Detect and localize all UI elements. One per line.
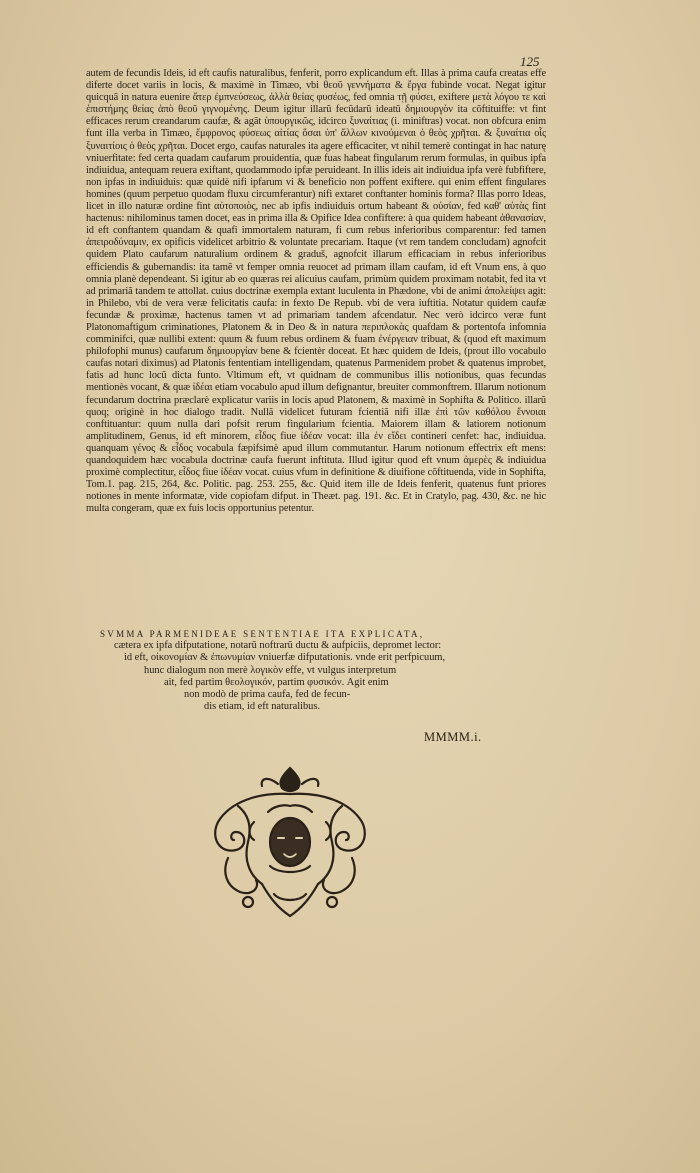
summary-line: cætera ex ipfa difputatione, notarũ noftrarũ ductu & aufpiciis, depromet lector: <box>114 640 442 652</box>
summary-line: non modò de prima caufa, fed de fecun- <box>184 689 351 701</box>
printer-ornament-icon <box>208 762 373 922</box>
signature-mark: MMMM.i. <box>424 730 482 744</box>
summary-line: id eft, οἰκονομίαν & ἐπωνυμίαν vniuerfæ difputationis. vnde erit perfpicuum, <box>124 652 446 664</box>
page-number: 125 <box>520 54 540 69</box>
summary-line: ait, fed partim θεολογικόν, partim φυσικόν. Agit enim <box>164 676 389 688</box>
paragraph-text: autem de fecundis Ideis, id eft caufis naturalibus, fenferit, porro explicandum eft. Illas à prima caufa creatas effe diferte docet variis in locis, & maximè in Timæo, vbi θεοῦ γεννήματα & ἔργα fubinde vocat. Negat igitur quicquã in natura euenire ἄτερ ἐμπνεύσεως, ἀλλὰ θείας φυσέως, fed omnia τῇ φύσει, exiftere μετὰ λόγου τε καὶ ἐπιστήμης θείας ἀπὸ θεοῦ γιγνομένης. Deum igitur illarũ fecũdarũ ideatũ δημιουργὸν ita cõftituiffe: vt fint efficaces rerum creandarum caufæ, & agãt ὑπουργικῶς, idcirco ξυναίτιας (i. miniftras) vocat. non obfcura enim funt illa verba in Timæo, ἔμφρονος φύσεως αἰτίας ὅσαι ὑπ' ἄλλων κινούμεναι ὁ θεὸς χρῆται. & ξυναίτια οἷς ξυναιτίοις ὁ θεὸς χρῆται. Docet ergo, caufas naturales ita agere efficaciter, vt nihil temerè contingat in hac naturę vniuerfitate: fed certa quadam caufarum prouidentia, quæ fuas habeat fingularum rerum formulas, in quibus ipfa indiuidua, antequam reuera exiftant, quodammodo ipfæ peruideant. In illis ideis ait indiuidua ipfa verè fubfiftere, non ipfas in indiuiduis: quæ quidè nifi ipfarum vi & beneficio non poffent exiftere. qui enim effent fingulares homines (quum perpetuo quodam fluxu circumferantur) nifi extaret conftanter hominis forma? Illas porro Ideas, licet in illo naturæ ordine fint αὐτοποιὸς, nec ab ipfis indiuiduis ortum habeant & οὐσίαν, fed καθ' αὑτὰς fint hactenus: nihilominus tamen docet, eas in prima illa & Opifice Idea confiftere: à qua quidem habeant ἀθανασίαν, id eft conftantem quandam & quafi immortalem naturam, fi cum rebus inferioribus comparentur: fed tamen ἀπειροδύναμιν, ex opificis videlicet arbitrio & voluntate precariam. Itaque (vt rem tandem concludam) agnofcit quidem Plato caufarum naturalium ordinem & graduš, agnofcit illarum efficaciam in rebus inferioribus efficiendis & gubernandis: ita tamẽ vt femper omnia reuocet ad primam illam caufam, id eft Vnum ens, à quo omnia planè dependeant. Si igitur ab eo quæras rei alicuius caufam, primùm quidem proximam notabit, fed ita vt ad primariã tandem te attollat. cuius doctrinæ exempla extant luculenta in Phædone, vbi de animi ἀπολείψει agit: in Philebo, vbi de vera veræ felicitatis caufa: in fexto De Repub. vbi de vera iuftitia. Notatur quidem caufæ fecundæ & proximæ, hactenus tamen vt ad primariam tandem afcendatur. Nec verò idcirco veræ funt Platonomaftigum criminationes, Platonem & in Deo & in natura περιπλοκὰς quafdam & portentofa infomnia comminifci, quæ nullibi extent: quum & fuum rebus ordinem & fuam ἐνέργειαν tribuat, & (quod eft maximum philofophi munus) caufarum δημιουργίαν bene & fcientèr doceat. Et hæc quidem de Ideis, (prout illo vocabulo caufas notari diximus) ad Platonis fententiam intelligendam, quatenus Parmenidem probet & quatenus improbet, fatis ad hunc locũ dicta funto. Vltimum eft, vt quidnam de communibus illis notionibus, quas fecundas mentionès vocant, & quæ ἰδέαι etiam vocabulo apud illum defignantur, breuiter commonftrem. Illarum notionum fecundarum doctrina præclarè explicatur variis in locis apud Platonem, & maximè in Sophifta & Politico. illarũ quoq; originè in hoc dialogo tradit. Nullã videlicet futuram fcientiã nifi illæ ἐπὶ τῶν καθόλου ἔννοιαι conftituantur: quum nulla dari pofsit rerum fingularium fcientia. Maiorem illam & latiorem notionum amplitudinem, Genus, id eft minorem, εἶδος fiue ἰδέαν vocat: illa ἐν εἴδει contineri cenfet: hac, indiuidua. quanquam γένος & εἶδος vocabula fæpifsimè apud illum commutantur. Harum notionum effectrix eft mens: quandoquidem hæc vocabula doctrinæ caufa fuerunt inftituta. Illud igitur quod eft vnum ἀμερὲς & indiuidua proximè complectitur, εἶδος fiue ἰδέαν vocat. cuius vfum in definitione & diuifione cõftituenda, vide in Sophifta, Tom.1. pag. 215, 264, &c. Politic. pag. 253. 255, &c. Quid item ille de Ideis fenferit, quatenus funt priores notiones in mente informatæ, vide copiofam difput. in Theæt. pag. 191. &c. Et in Cratylo, pag. 430, &c. ne hic multa congeram, quæ ex fuis locis opportunius petentur. <box>86 68 546 515</box>
summary-line: hunc dialogum non merè λογικὸν effe, vt vulgus interpretum <box>144 664 397 676</box>
summary-heading: SVMMA PARMENIDEAE SENTENTIAE ITA EXPLICATA, <box>100 629 425 639</box>
summary-block <box>100 628 540 713</box>
summary-line: dis etiam, id eft naturalibus. <box>204 701 321 713</box>
main-paragraph <box>86 68 546 515</box>
